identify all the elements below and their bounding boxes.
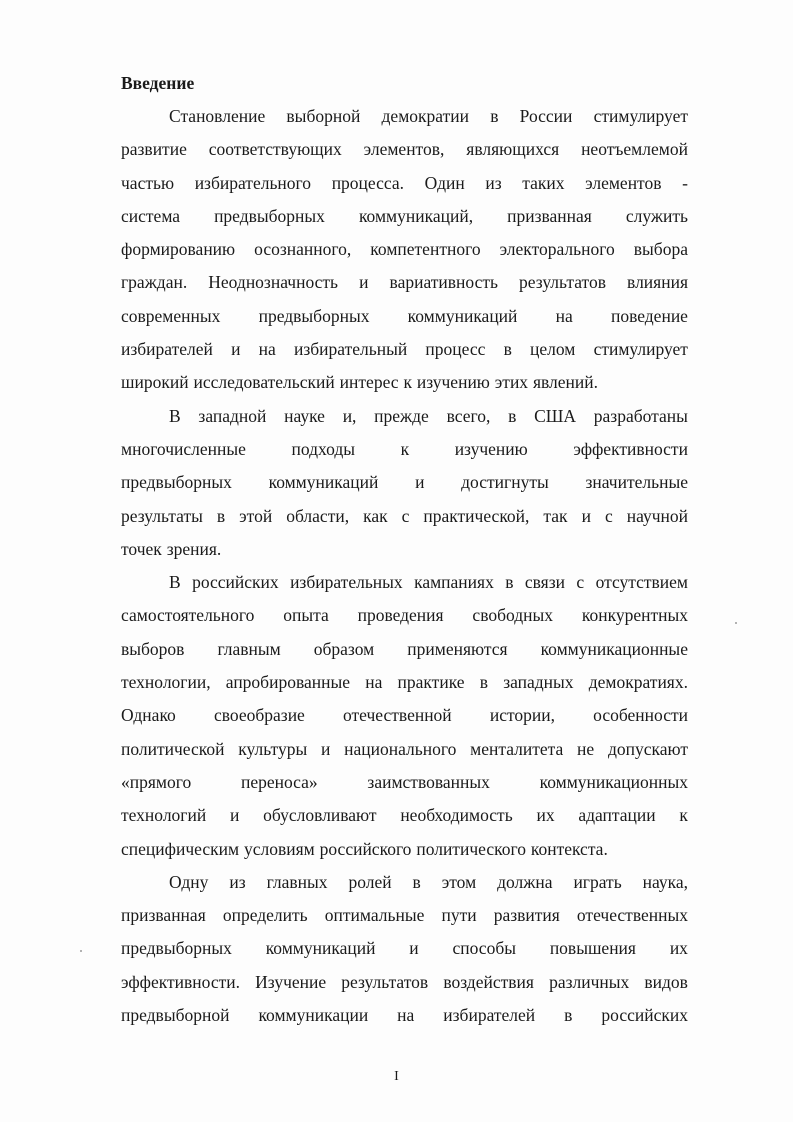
text-line [121,533,688,566]
word: эффективности [573,438,688,459]
word: эффективности. [121,971,241,992]
text-line [121,566,688,599]
word: элементов [585,172,662,193]
word: отечественной [342,705,452,726]
word: технологий [121,805,207,826]
word: - [682,172,688,193]
word: предвыборных [121,938,232,959]
word: условиям [243,838,315,859]
word: этой [239,505,273,526]
text-line [121,799,688,832]
word: российского [319,838,412,859]
word: переноса» [240,771,318,792]
word: коммуникаций [407,305,518,326]
word: технологии, [121,672,211,693]
word: способы [452,938,516,959]
text-line [121,200,688,233]
word: выборов [121,638,185,659]
word: в [216,505,226,526]
word: точек [121,538,162,559]
word: изучению [416,372,490,393]
word: демократиях. [588,672,688,693]
text-line [121,899,688,932]
word: зрения. [166,538,222,559]
text-line [121,167,688,200]
paragraph [121,866,688,1032]
word: обусловливают [263,805,377,826]
word: как [363,505,388,526]
text-line [121,366,688,399]
scan-speck [735,622,737,624]
paragraph [121,400,688,566]
word: развитие [121,139,187,160]
word: разработаны [593,405,688,426]
word: многочисленные [121,438,246,459]
word: результатов [519,272,606,293]
word: к [400,438,410,459]
word: образом [313,638,375,659]
body-text [121,100,688,1032]
word: демократии [381,106,469,126]
word: таких [522,172,565,193]
text-line [121,433,688,466]
word: формированию [121,239,236,260]
word: политического [416,838,526,859]
word: поведение [610,305,688,326]
word: Становление [169,106,266,126]
text-line [121,133,688,166]
word: коммуникаций [268,472,379,493]
word: прежде [374,405,429,426]
word: выбора [633,239,688,260]
word: в [564,1005,573,1026]
word: избирательный [293,339,408,360]
word: российских [192,572,279,593]
word: стимулирует [593,339,688,360]
word: с [604,505,613,526]
word: необходимость [400,805,513,826]
word: коммуникационные [540,638,688,659]
text-line [121,266,688,299]
word: всего, [446,405,491,426]
word: изучению [454,438,528,459]
word: Однако [121,705,176,726]
word: политической [121,738,225,759]
word: их [669,938,688,959]
text-line [121,100,688,133]
word: так [543,505,568,526]
word: адаптации [578,805,656,826]
word: в [508,405,517,426]
word: и [409,938,419,959]
word: и [321,738,331,759]
word: результаты [121,505,203,526]
word: проведения [357,605,444,626]
word: в [503,339,512,360]
word: допускают [607,738,688,759]
word: на [258,339,276,360]
word: Одну [169,871,209,892]
text-line [121,932,688,965]
word: западных [503,672,574,693]
word: пути [441,905,477,926]
word: контекста. [530,838,608,859]
word: достигнуты [461,472,549,493]
word: применяются [407,638,508,659]
word: не [577,738,595,759]
word: осознанного, [254,239,352,260]
word: и, [342,405,357,426]
word: и [415,472,425,493]
word: к [403,372,412,393]
word: избирательных [290,572,403,593]
word: заимствованных [367,771,490,792]
word: главным [217,638,281,659]
word: интерес [339,372,399,393]
word: элементов, [363,139,445,160]
word: свободных [472,605,554,626]
word: практике [397,672,465,693]
word: электорального [499,239,615,260]
section-heading: Введение [121,73,195,93]
word: в [479,672,488,693]
text-line [121,866,688,899]
word: главных [266,871,328,892]
word: конкурентных [581,605,688,626]
word: предвыборных [258,305,370,326]
word: в [490,106,499,126]
word: российских [601,1005,688,1026]
word: предвыборных [121,472,232,493]
word: их [536,805,555,826]
word: видов [644,971,688,992]
word: особенности [593,705,688,726]
word: вариативность [389,272,498,293]
word: к [679,805,688,826]
word: явлений. [532,372,599,393]
word: целом [530,339,576,360]
word: современных [121,305,221,326]
word: на [555,305,573,326]
word: избирателей [443,1005,536,1026]
text-line [121,333,688,366]
word: стимулирует [593,106,688,126]
word: ролей [348,871,392,892]
word: воздействия [443,971,534,992]
word: Изучение [255,971,327,992]
word: В [169,572,181,593]
word: призванная [121,905,206,926]
word: избирательного [194,172,312,193]
text-line [121,999,688,1032]
word: предвыборных [214,205,325,226]
text-line [121,500,688,533]
word: национального [344,738,457,759]
word: развития [493,905,560,926]
word: подходы [291,438,356,459]
text-line [121,766,688,799]
word: призванная [507,205,592,226]
word: широкий [121,372,189,393]
word: и [581,505,591,526]
word: на [365,672,383,693]
word: результатов [341,971,429,992]
word: соответствующих [208,139,342,160]
word: наука, [642,871,688,892]
word: Неоднозначность [208,272,339,293]
word: частью [121,172,175,193]
word: граждан. [121,272,188,293]
word: в [412,871,421,892]
word: специфическим [121,838,240,859]
word: научной [626,505,688,526]
word: опыта [283,605,329,626]
word: «прямого [121,771,192,792]
word: с [401,505,410,526]
word: исследовательский [193,372,335,393]
word: истории, [489,705,555,726]
paragraph [121,566,688,866]
word: служить [625,205,688,226]
word: кампаниях [414,572,494,593]
word: различных [549,971,630,992]
word: области, [286,505,350,526]
word: западной [198,405,267,426]
word: играть [573,871,622,892]
word: оптимальные [324,905,425,926]
word: компетентного [370,239,481,260]
text-line [121,699,688,732]
word: из [229,871,246,892]
word: коммуникаций [265,938,376,959]
text-line [121,633,688,666]
word: менталитета [470,738,564,759]
word: и [359,272,369,293]
text-line [121,966,688,999]
word: практической, [423,505,530,526]
word: избирателей [121,339,213,360]
word: с [576,572,585,593]
word: на [397,1005,415,1026]
word: науке [284,405,325,426]
word: являющихся [466,139,560,160]
word: России [519,106,573,126]
word: неотъемлемой [581,139,688,160]
word: процесса. [331,172,405,193]
word: выборной [286,106,361,126]
word: Один [424,172,465,193]
text-line [121,466,688,499]
text-line [121,666,688,699]
word: коммуникации [258,1005,369,1026]
word: В [169,405,181,426]
word: и [231,339,241,360]
text-line [121,733,688,766]
word: определить [222,905,308,926]
word: процесс [425,339,486,360]
word: самостоятельного [121,605,255,626]
word: этих [494,372,529,393]
word: значительные [585,472,688,493]
word: должна [497,871,553,892]
word: влияния [627,272,688,293]
word: в [505,572,514,593]
word: апробированные [225,672,351,693]
word: США [534,405,577,426]
paragraph [121,100,688,400]
text-line [121,300,688,333]
word: предвыборной [121,1005,230,1026]
text-line [121,599,688,632]
word: система [121,205,181,226]
word: культуры [238,738,308,759]
word: и [229,805,240,826]
word: коммуникационных [539,771,688,792]
scan-speck [80,950,82,952]
word: отечественных [576,905,688,926]
word: отсутствием [595,572,688,593]
text-line [121,233,688,266]
word: связи [524,572,566,593]
word: повышения [549,938,636,959]
word: своеобразие [213,705,305,726]
text-line [121,400,688,433]
text-line [121,833,688,866]
page-number: I [394,1069,399,1084]
word: коммуникаций, [358,205,474,226]
word: из [485,172,502,193]
word: этом [441,871,477,892]
